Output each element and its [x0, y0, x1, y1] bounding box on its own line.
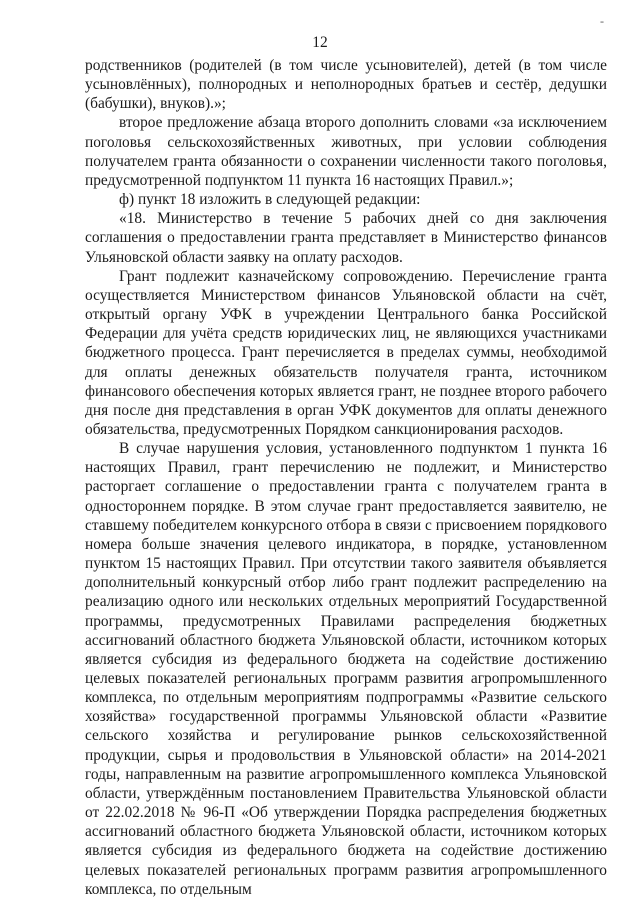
paragraph-item-f: ф) пункт 18 изложить в следующей редакции:: [119, 191, 421, 209]
paragraph-violation-case: В случае нарушения условия, установленного подпунктом 1 пункта 16 настоящих Правил, грант перечислению не подлежит, и Министерство расторгает соглашение о предоставлении гранта с получателем гранта в одностороннем порядке. В этом случае грант предоставляется заявителю, не ставшему победителем конкурсного отбора в связи с присвоением порядкового номера больше значения целевого индикатора, в порядке, установленном пунктом 15 настоящих Правил. При отсутствии такого заявителя объявляется дополнительный конкурсный отбор либо грант подлежит распределению на реализацию одного или нескольких отдельных мероприятий Государственной программы, предусмотренных Правилами распределения бюджетных ассигнований областного бюджета Ульяновской области, источником которых является субсидия из федерального бюджета на содействие достижению целевых показателей региональных программ развития агропромышленного комплекса, по отдельным мероприятиям подпрограммы «Развитие сельского хозяйства» государственной программы Ульяновской области «Развитие сельского хозяйства и регулирование рынков сельскохозяйственной продукции, сырья и продовольствия в Ульяновской области» на 2014-2021 годы, направленным на развитие агропромышленного комплекса Ульяновской области, утверждённым постановлением Правительства Ульяновской области от 22.02.2018 № 96-П «Об утверждении Порядка распределения бюджетных ассигнований областного бюджета Ульяновской области, источником которых является субсидия из федерального бюджета на содействие достижению целевых показателей региональных программ развития агропромышленного комплекса, по отдельным: [85, 440, 607, 898]
paragraph-treasury-support: Грант подлежит казначейскому сопровождению. Перечисление гранта осуществляется Министерством финансов Ульяновской области на счёт, открытый органу УФК в учреждении Центрального банка Российской Федерации для учёта средств юридических лиц, не являющихся участниками бюджетного процесса. Грант перечисляется в пределах суммы, необходимой для оплаты денежных обязательств получателя гранта, источником финансового обеспечения которых является грант, не позднее второго рабочего дня после дня представления в орган УФК документов для оплаты денежного обязательства, предусмотренных Порядком санкционирования расходов.: [85, 267, 607, 438]
paragraph-point-18: «18. Министерство в течение 5 рабочих дней со дня заключения соглашения о предоставлении гранта представляет в Министерство финансов Ульяновской области заявку на оплату расходов.: [85, 210, 607, 266]
paragraph-second-sentence: второе предложение абзаца второго дополнить словами «за исключением поголовья сельскохозяйственных животных, при условии соблюдения получателем гранта обязанности о сохранении численности такого поголовья, предусмотренной подпунктом 11 пункта 16 настоящих Правил.»;: [85, 114, 607, 189]
paragraph-relatives: родственников (родителей (в том числе усыновителей), детей (в том числе усыновлённых), полнородных и неполнородных братьев и сестёр, дедушки (бабушки), внуков).»;: [85, 57, 607, 113]
document-body: [85, 56, 607, 899]
page-number: 12: [312, 34, 328, 51]
corner-mark: -: [600, 14, 604, 28]
